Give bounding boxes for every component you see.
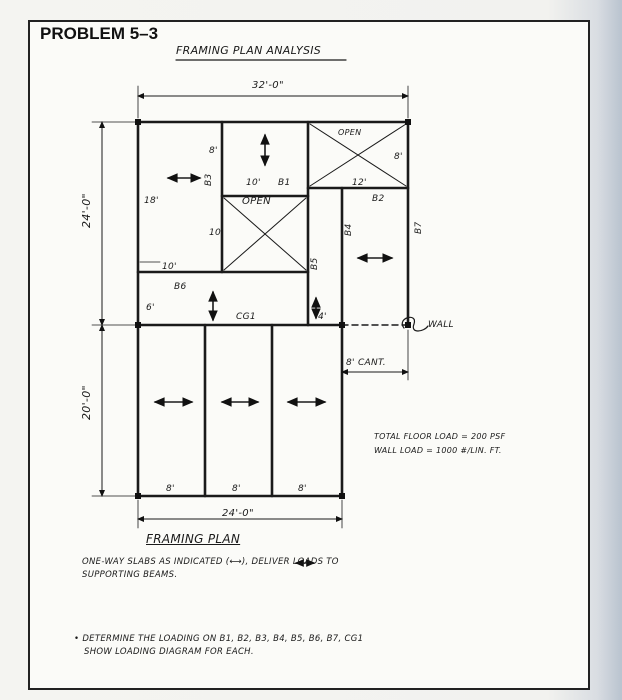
dim-bottom-width: 24'-0" — [222, 508, 254, 519]
dim-4: 4' — [318, 312, 327, 322]
label-cg1: CG1 — [236, 312, 256, 322]
dim-top-width: 32'-0" — [252, 80, 284, 91]
dim-bay-1: 8' — [166, 484, 175, 494]
dim-bay-3: 8' — [298, 484, 307, 494]
dim-12: 12' — [352, 178, 367, 188]
label-b3: B3 — [204, 173, 214, 186]
floor-load-text: TOTAL FLOOR LOAD = 200 PSF — [374, 432, 506, 441]
dim-6: 6' — [146, 303, 155, 313]
label-b5: B5 — [310, 257, 320, 270]
label-b6: B6 — [174, 282, 187, 292]
label-b1: B1 — [278, 178, 291, 188]
label-b7: B7 — [414, 221, 424, 234]
label-wall: WALL — [428, 320, 454, 330]
task-line-2: SHOW LOADING DIAGRAM FOR EACH. — [84, 647, 254, 657]
plan-title: FRAMING PLAN — [146, 532, 241, 546]
dim-left-lower: 20'-0" — [80, 385, 93, 420]
problem-title: PROBLEM 5–3 — [40, 24, 159, 43]
drawing-heading: FRAMING PLAN ANALYSIS — [176, 44, 322, 57]
note-line-2: SUPPORTING BEAMS. — [82, 570, 178, 580]
dim-bay-2: 8' — [232, 484, 241, 494]
dim-8-open: 8' — [394, 152, 403, 162]
label-b4: B4 — [344, 223, 354, 236]
wall-load-text: WALL LOAD = 1000 #/LIN. FT. — [374, 446, 502, 455]
task-line-1: • DETERMINE THE LOADING ON B1, B2, B3, B4, B5, B6, B7, CG1 — [74, 634, 364, 644]
dim-10-top: 10' — [246, 178, 261, 188]
label-open-mid: OPEN — [242, 196, 271, 207]
label-b2: B2 — [372, 194, 385, 204]
dim-left-upper: 24'-0" — [80, 193, 93, 228]
dim-cant: 8' CANT. — [346, 358, 386, 368]
dim-8-top: 8' — [209, 146, 218, 156]
dim-18: 18' — [144, 196, 159, 206]
dim-10-side: 10' — [209, 228, 224, 238]
dim-10-left: 10' — [162, 262, 177, 272]
note-line-1: ONE-WAY SLABS AS INDICATED (⟷), DELIVER LOADS TO — [82, 557, 339, 567]
label-open-top: OPEN — [338, 128, 362, 137]
